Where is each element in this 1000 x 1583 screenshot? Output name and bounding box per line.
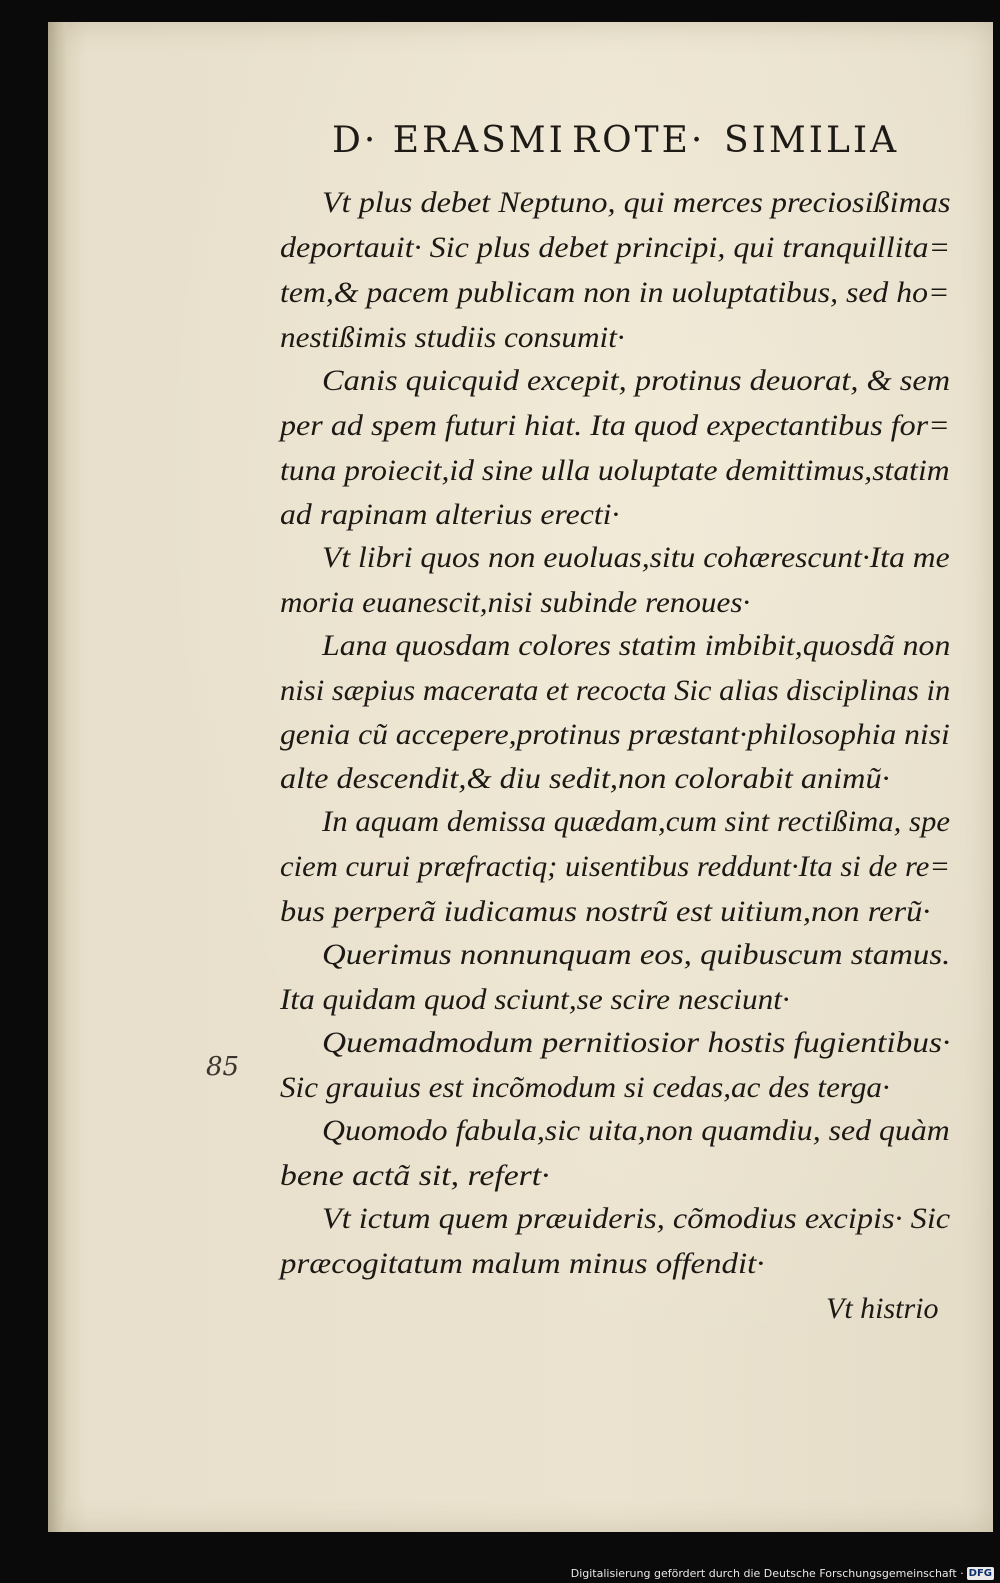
text-line: alte descendit,& diu sedit,non colorabit animũ· [280, 762, 890, 795]
text-line: Ita quidam quod sciunt,se scire nesciunt· [280, 983, 790, 1016]
header-author-abbrev: ROTE· [572, 120, 706, 161]
page-gutter-shadow [48, 22, 66, 1532]
text-line: Querimus nonnunquam eos, quibuscum stamus. [322, 938, 951, 971]
header-author: D· ERASMI [332, 120, 566, 161]
running-header [332, 120, 900, 170]
text-line: deportauit· Sic plus debet principi, qui tranquillita= [280, 231, 951, 264]
text-line: tuna proiecit,id sine ulla uoluptate demittimus,statim [280, 454, 950, 487]
text-line: Canis quicquid excepit, protinus deuorat, & sem [322, 364, 951, 397]
catchword: Vt histrio [826, 1292, 939, 1325]
text-line: moria euanescit,nisi subinde renoues· [280, 586, 751, 619]
text-line: præcogitatum malum minus offendit· [280, 1247, 765, 1280]
text-line: Vt plus debet Neptuno, qui merces preciosißimas [322, 186, 951, 219]
text-line: Quemadmodum pernitiosior hostis fugientibus· [322, 1026, 951, 1059]
digitization-footer [571, 1565, 994, 1581]
text-line: nestißimis studiis consumit· [280, 321, 625, 354]
header-title: SIMILIA [724, 120, 900, 161]
text-line: bus perperã iudicamus nostrũ est uitium,non rerũ· [280, 895, 931, 928]
text-line: per ad spem futuri hiat. Ita quod expectantibus for= [280, 409, 950, 442]
text-line: Vt ictum quem præuideris, cõmodius excipis· Sic [322, 1202, 951, 1235]
text-line: ciem curui præfractiq; uisentibus reddunt·Ita si de re= [280, 850, 951, 883]
text-line: Sic grauius est incõmodum si cedas,ac des terga· [280, 1071, 890, 1104]
text-line: In aquam demissa quædam,cum sint rectißima, spe [322, 805, 951, 838]
text-line: Quomodo fabula,sic uita,non quamdiu, sed quàm [322, 1114, 950, 1147]
dfg-logo: DFG [968, 1567, 992, 1579]
text-line: bene actã sit, refert· [280, 1159, 550, 1192]
margin-annotation: 85 [206, 1052, 240, 1082]
text-line: tem,& pacem publicam non in uoluptatibus, sed ho= [280, 276, 950, 309]
text-line: genia cũ accepere,protinus præstant·philosophia nisi [280, 718, 950, 751]
text-line: ad rapinam alterius erecti· [280, 498, 620, 531]
text-line: Vt libri quos non euoluas,situ cohærescunt·Ita me [322, 541, 950, 574]
footer-credit-text: Digitalisierung gefördert durch die Deutsche Forschungsgemeinschaft · [570, 1566, 964, 1580]
text-line: nisi sæpius macerata et recocta Sic alias disciplinas in [280, 674, 951, 707]
text-line: Lana quosdam colores statim imbibit,quosdã non [322, 629, 951, 662]
